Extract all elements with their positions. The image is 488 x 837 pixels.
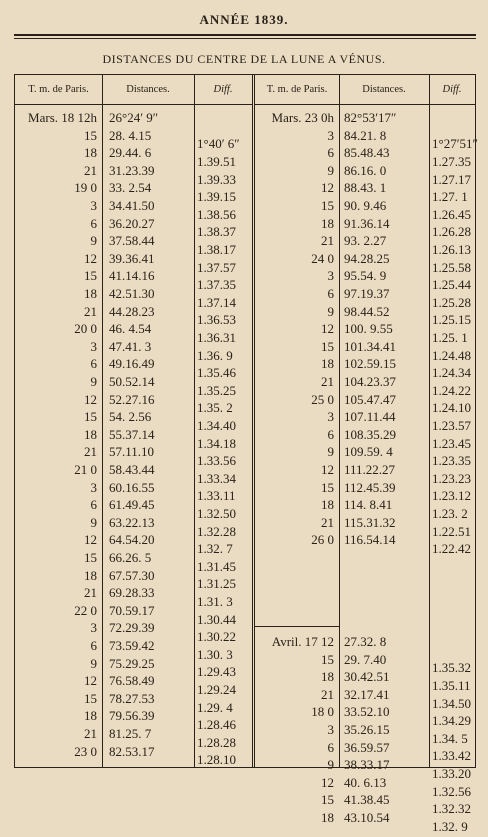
difference-cell: 1.25. 1 (432, 330, 468, 345)
difference-cell: 1.29.24 (197, 682, 236, 697)
table-title: DISTANCES DU CENTRE DE LA LUNE A VÉNUS. (102, 52, 386, 66)
distance-cell: 105.47.47 (344, 391, 396, 407)
difference-cell: 1.22.42 (432, 541, 471, 557)
distance-cell: 109.59. 4 (344, 444, 393, 460)
time-cell: 21 (84, 726, 97, 741)
difference-cell: 1.31.25 (197, 576, 236, 592)
difference-cell: 1.23.45 (432, 435, 471, 451)
distance-cell: 28. 4.15 (109, 127, 152, 143)
distance-cell: 67.57.30 (109, 567, 155, 583)
distance-cell: 88.43. 1 (344, 180, 387, 196)
distance-cell: 69.28.33 (109, 585, 155, 601)
time-cell: Avril. 17 12 (271, 634, 334, 649)
header-diff-left: Diff. (194, 75, 252, 105)
difference-cell: 1.24.34 (432, 365, 471, 381)
difference-cell: 1.33.11 (197, 488, 236, 504)
time-cell: 3 (90, 620, 97, 636)
time-cell: 6 (327, 286, 334, 301)
difference-cell: 1.31. 3 (197, 594, 233, 609)
difference-cell: 1.24.48 (432, 347, 471, 363)
time-cell: 3 (327, 127, 334, 143)
time-cell: 9 (327, 162, 334, 178)
distance-cell: 32.17.41 (344, 686, 390, 702)
distance-cell: 66.26. 5 (109, 550, 152, 565)
time-cell: 18 (84, 567, 97, 583)
distance-cell: 33. 2.54 (109, 180, 152, 196)
time-cell: 12 (84, 673, 97, 689)
difference-cell: 1.32. 9 (432, 818, 468, 834)
distance-cell: 31.23.39 (109, 162, 155, 178)
difference-cell: 1.37.57 (197, 259, 236, 275)
time-cell: 15 (321, 338, 334, 354)
column-divider (429, 75, 430, 767)
distance-table (14, 74, 478, 834)
distance-cell: 84.21. 8 (344, 127, 387, 143)
header-diff-right: Diff. (429, 75, 475, 105)
difference-cell: 1.27. 1 (432, 189, 468, 205)
difference-cell: 1.30.22 (197, 629, 236, 645)
difference-cell: 1.35.11 (432, 678, 471, 693)
difference-cell: 1.35.46 (197, 365, 236, 381)
distance-cell: 26°24′ 9″ (109, 110, 159, 125)
distance-cell: 72.29.39 (109, 620, 155, 636)
difference-cell: 1.32.28 (197, 523, 236, 539)
time-cell: 21 0 (74, 462, 97, 477)
time-cell: 9 (90, 233, 97, 249)
distance-cell: 111.22.27 (344, 462, 396, 477)
time-cell: 6 (90, 638, 97, 653)
difference-cell: 1.32.50 (197, 506, 236, 521)
time-cell: 21 (321, 686, 334, 702)
time-cell: 15 (84, 127, 97, 143)
time-cell: 15 (84, 550, 97, 565)
difference-cell: 1.36. 9 (197, 347, 233, 363)
time-cell: 3 (327, 722, 334, 737)
time-cell: 18 (84, 426, 97, 442)
time-cell: Mars. 23 0h (271, 110, 334, 125)
distance-cell: 55.37.14 (109, 426, 155, 442)
header-rule-thin (14, 38, 476, 39)
distance-cell: 98.44.52 (344, 303, 390, 319)
distance-cell: 76.58.49 (109, 673, 155, 689)
difference-cell: 1.25.44 (432, 277, 471, 293)
time-cell: 18 (321, 497, 334, 513)
difference-cell: 1.38.37 (197, 224, 236, 240)
block-divider (252, 75, 255, 767)
time-cell: 12 (84, 391, 97, 407)
difference-cell: 1.30.44 (197, 611, 236, 627)
difference-cell: 1.32.56 (432, 783, 471, 799)
distance-cell: 30.42.51 (344, 669, 390, 685)
distance-cell: 97.19.37 (344, 286, 390, 301)
difference-cell: 1.36.53 (197, 312, 236, 328)
time-cell: 15 (321, 651, 334, 667)
difference-cell: 1.31.45 (197, 558, 236, 574)
time-cell: 18 (321, 669, 334, 685)
time-cell: 26 0 (311, 532, 334, 548)
distance-cell: 86.16. 0 (344, 162, 387, 178)
difference-cell: 1.22.51 (432, 523, 471, 539)
time-cell: 15 (321, 479, 334, 495)
difference-cell: 1.25.15 (432, 312, 471, 328)
difference-cell: 1.33.42 (432, 748, 471, 764)
difference-cell: 1.34.18 (197, 435, 236, 451)
time-cell: 3 (90, 338, 97, 354)
distance-cell: 43.10.54 (344, 810, 390, 825)
time-cell: 15 (321, 198, 334, 213)
time-cell: 19 0 (74, 180, 97, 196)
time-cell: 25 0 (311, 391, 334, 407)
difference-cell: 1.26.13 (432, 242, 471, 257)
distance-cell: 102.59.15 (344, 356, 396, 372)
distance-cell: 82°53′17″ (344, 110, 397, 125)
time-cell: 18 (84, 708, 97, 724)
distance-cell: 115.31.32 (344, 514, 396, 530)
difference-cell: 1.23.23 (432, 470, 471, 486)
difference-cell: 1.27.17 (432, 171, 471, 187)
distance-cell: 81.25. 7 (109, 726, 152, 741)
time-cell: 3 (327, 409, 334, 425)
distance-cell: 90. 9.46 (344, 198, 387, 213)
distance-cell: 34.41.50 (109, 198, 155, 213)
time-cell: 15 (321, 792, 334, 808)
distance-cell: 39.36.41 (109, 250, 155, 266)
time-cell: 3 (90, 479, 97, 495)
column-divider (102, 75, 103, 767)
distance-cell: 41.14.16 (109, 268, 155, 284)
distance-cell: 44.28.23 (109, 303, 155, 319)
difference-cell: 1.29. 4 (197, 699, 233, 715)
difference-cell: 1.34. 5 (432, 730, 468, 746)
distance-cell: 41.38.45 (344, 792, 390, 808)
distance-cell: 42.51.30 (109, 286, 155, 301)
difference-cell: 1.25.28 (432, 294, 471, 310)
distance-cell: 78.27.53 (109, 690, 155, 706)
difference-cell: 1.26.45 (432, 206, 471, 222)
time-cell: 24 0 (311, 250, 334, 266)
distance-cell: 85.48.43 (344, 145, 390, 161)
distance-cell: 95.54. 9 (344, 268, 387, 284)
difference-cell: 1.33.20 (432, 766, 471, 781)
distance-cell: 64.54.20 (109, 532, 155, 548)
difference-cell: 1.34.40 (197, 418, 236, 433)
distance-cell: 116.54.14 (344, 532, 396, 548)
time-cell: 20 0 (74, 321, 97, 337)
distance-cell: 101.34.41 (344, 338, 396, 354)
distance-cell: 100. 9.55 (344, 321, 393, 337)
difference-cell: 1.33.56 (197, 453, 236, 469)
difference-cell: 1°27′51″ (432, 136, 478, 152)
distance-cell: 37.58.44 (109, 233, 155, 249)
distance-cell: 73.59.42 (109, 638, 155, 653)
distance-cell: 60.16.55 (109, 479, 155, 495)
distance-cell: 70.59.17 (109, 602, 155, 618)
distance-cell: 27.32. 8 (344, 634, 387, 649)
column-divider (339, 75, 340, 767)
difference-cell: 1.39.15 (197, 189, 236, 205)
difference-cell: 1.38.56 (197, 206, 236, 222)
distance-cell: 104.23.37 (344, 374, 396, 389)
time-cell: 9 (90, 655, 97, 671)
difference-cell: 1.26.28 (432, 224, 471, 240)
time-cell: 6 (327, 426, 334, 442)
distance-cell: 36.20.27 (109, 215, 155, 231)
difference-cell: 1.36.31 (197, 330, 236, 345)
difference-cell: 1.34.50 (432, 695, 471, 711)
distance-cell: 57.11.10 (109, 444, 155, 460)
time-cell: 18 (84, 145, 97, 161)
time-cell: 6 (327, 145, 334, 161)
distance-cell: 79.56.39 (109, 708, 155, 724)
time-cell: 15 (84, 690, 97, 706)
time-cell: 9 (90, 514, 97, 530)
time-cell: 12 (321, 321, 334, 337)
distance-cell: 52.27.16 (109, 391, 155, 407)
distance-cell: 33.52.10 (344, 704, 390, 720)
difference-cell: 1.29.43 (197, 664, 236, 680)
time-cell: 21 (321, 374, 334, 389)
difference-cell: 1.28.10 (197, 752, 236, 768)
difference-cell: 1.34.29 (432, 713, 471, 729)
time-cell: 22 0 (74, 602, 97, 618)
distance-cell: 46. 4.54 (109, 321, 152, 337)
distance-cell: 82.53.17 (109, 743, 155, 759)
difference-cell: 1.23.12 (432, 488, 471, 504)
header-distances-left: Distances. (102, 75, 194, 105)
time-cell: 18 (321, 356, 334, 372)
time-cell: 9 (327, 303, 334, 319)
time-cell: 21 (84, 162, 97, 178)
difference-cell: 1.27.35 (432, 154, 471, 169)
difference-cell: 1.30. 3 (197, 646, 233, 662)
distance-cell: 49.16.49 (109, 356, 155, 372)
difference-cell: 1.39.33 (197, 171, 236, 187)
difference-cell: 1.24.22 (432, 382, 471, 398)
header-tm-left: T. m. de Paris. (15, 75, 102, 105)
distance-cell: 61.49.45 (109, 497, 155, 513)
difference-cell: 1.38.17 (197, 242, 236, 257)
difference-cell: 1.28.46 (197, 717, 236, 733)
difference-cell: 1°40′ 6″ (197, 136, 240, 152)
time-cell: 23 0 (74, 743, 97, 759)
time-cell: 9 (327, 444, 334, 460)
time-cell: 9 (90, 374, 97, 389)
time-cell: 12 (84, 532, 97, 548)
time-cell: 21 (321, 514, 334, 530)
distance-cell: 36.59.57 (344, 739, 390, 755)
distance-cell: 112.45.39 (344, 479, 396, 495)
difference-cell: 1.28.28 (197, 734, 236, 750)
distance-cell: 29. 7.40 (344, 651, 387, 667)
time-cell: 9 (327, 757, 334, 773)
time-cell: 21 (84, 303, 97, 319)
time-cell: 3 (90, 198, 97, 213)
time-cell: 6 (90, 215, 97, 231)
distance-cell: 108.35.29 (344, 426, 396, 442)
distance-cell: 54. 2.56 (109, 409, 152, 425)
distance-cell: 47.41. 3 (109, 338, 152, 354)
distance-cell: 35.26.15 (344, 722, 390, 737)
distance-cell: 29.44. 6 (109, 145, 152, 161)
distance-cell: 94.28.25 (344, 250, 390, 266)
distance-cell: 114. 8.41 (344, 497, 393, 513)
distance-cell: 38.33.17 (344, 757, 390, 773)
difference-cell: 1.35. 2 (197, 400, 233, 416)
time-cell: 12 (84, 250, 97, 266)
time-cell: 18 (84, 286, 97, 301)
time-cell: 3 (327, 268, 334, 284)
time-cell: 6 (90, 356, 97, 372)
difference-cell: 1.32. 7 (197, 541, 233, 557)
time-cell: 15 (84, 409, 97, 425)
difference-cell: 1.23.35 (432, 453, 471, 469)
time-cell: 6 (90, 497, 97, 513)
time-cell: 12 (321, 774, 334, 790)
difference-cell: 1.37.14 (197, 294, 236, 310)
difference-cell: 1.23. 2 (432, 506, 468, 521)
section-separator (255, 626, 339, 627)
time-cell: Mars. 18 12h (28, 110, 97, 125)
time-cell: 18 (321, 810, 334, 825)
difference-cell: 1.32.32 (432, 801, 471, 817)
page-title: ANNÉE 1839. (199, 12, 289, 27)
difference-cell: 1.39.51 (197, 154, 236, 169)
time-cell: 12 (321, 462, 334, 477)
header-distances-right: Distances. (339, 75, 429, 105)
distance-cell: 58.43.44 (109, 462, 155, 477)
time-cell: 6 (327, 739, 334, 755)
time-cell: 18 (321, 215, 334, 231)
difference-cell: 1.35.32 (432, 660, 471, 676)
header-rule (14, 34, 476, 36)
column-divider (194, 75, 195, 767)
difference-cell: 1.35.25 (197, 382, 236, 398)
time-cell: 18 0 (311, 704, 334, 720)
distance-cell: 93. 2.27 (344, 233, 387, 249)
header-tm-right: T. m. de Paris. (255, 75, 339, 105)
time-cell: 15 (84, 268, 97, 284)
difference-cell: 1.24.10 (432, 400, 471, 416)
time-cell: 21 (84, 585, 97, 601)
time-cell: 12 (321, 180, 334, 196)
distance-cell: 63.22.13 (109, 514, 155, 530)
difference-cell: 1.37.35 (197, 277, 236, 293)
distance-cell: 50.52.14 (109, 374, 155, 389)
distance-cell: 75.29.25 (109, 655, 155, 671)
time-cell: 21 (84, 444, 97, 460)
difference-cell: 1.33.34 (197, 470, 236, 486)
difference-cell: 1.25.58 (432, 259, 471, 275)
difference-cell: 1.23.57 (432, 418, 471, 433)
distance-cell: 40. 6.13 (344, 774, 387, 790)
time-cell: 21 (321, 233, 334, 249)
distance-cell: 107.11.44 (344, 409, 396, 425)
distance-cell: 91.36.14 (344, 215, 390, 231)
